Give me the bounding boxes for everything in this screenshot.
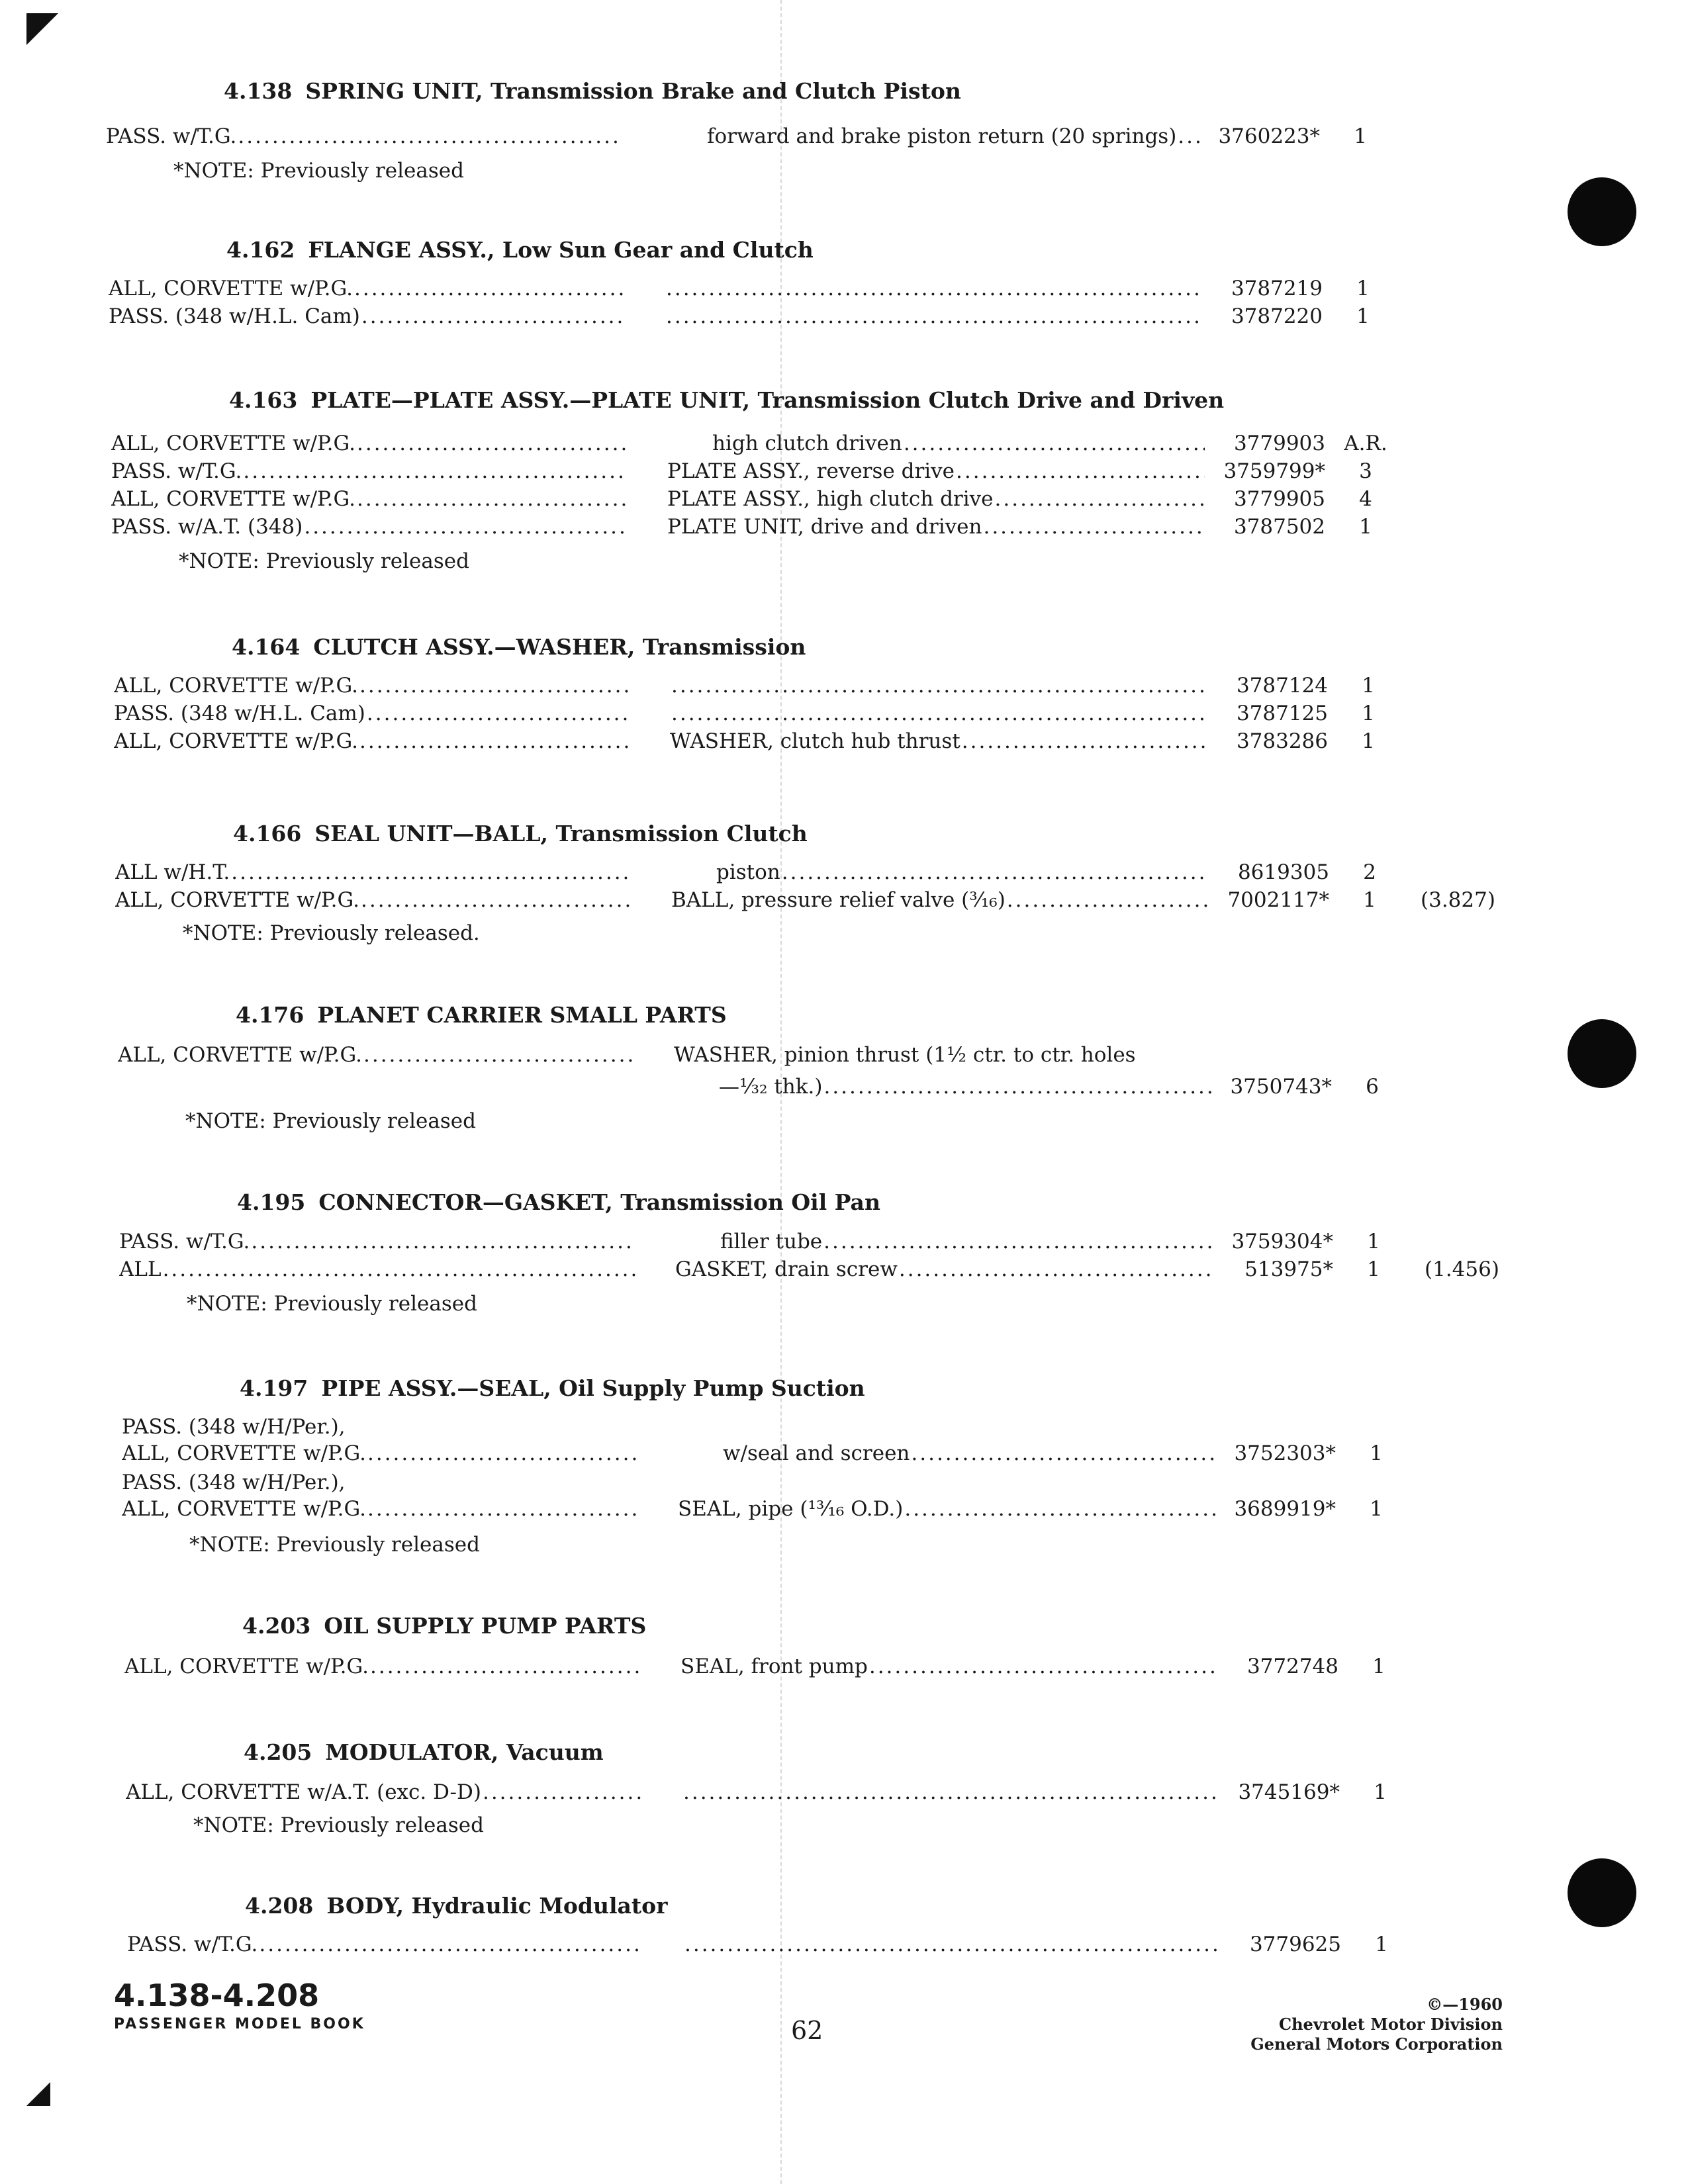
part-description: forward and brake piston return (20 springs) ..... [707, 124, 1199, 148]
part-number: 3760223* [1218, 124, 1320, 148]
section-number: 4.205 [244, 1739, 312, 1765]
parts-row [0, 304, 1688, 331]
applicability: ALL, CORVETTE w/P.G. ..... [114, 729, 630, 753]
parts-row [0, 1415, 1688, 1441]
section-number: 4.195 [237, 1189, 306, 1215]
applicability: ALL w/H.T. ..... [115, 860, 632, 884]
parts-row [0, 432, 1688, 458]
section-heading: PLANET CARRIER SMALL PARTS [317, 1002, 727, 1028]
section-number: 4.208 [245, 1893, 314, 1919]
section-title [244, 1739, 604, 1765]
part-number: 3783286 [1236, 729, 1328, 753]
quantity: 1 [1370, 1441, 1383, 1465]
quantity: 1 [1354, 124, 1367, 148]
part-number: 3752303* [1234, 1441, 1336, 1465]
applicability: PASS. w/T.G. ..... [106, 124, 622, 148]
part-description: w/seal and screen ..... [723, 1441, 1215, 1465]
part-number: 3772748 [1246, 1655, 1338, 1678]
parts-row [0, 1230, 1688, 1256]
section-note: *NOTE: Previously released [193, 1813, 484, 1837]
part-number: 3787124 [1236, 674, 1328, 698]
section-number: 4.138 [224, 78, 293, 104]
section-heading: FLANGE ASSY., Low Sun Gear and Clutch [308, 237, 814, 263]
parts-row [0, 124, 1688, 151]
parts-row [0, 277, 1688, 303]
quantity: 1 [1370, 1497, 1383, 1521]
part-description [665, 304, 1202, 328]
publisher-block [1119, 1995, 1503, 2054]
corner-mark-top [26, 13, 58, 45]
quantity: A.R. [1344, 432, 1387, 455]
part-description [670, 702, 1207, 725]
section-heading: PLATE—PLATE ASSY.—PLATE UNIT, Transmission Clutch Drive and Driven [310, 387, 1225, 413]
part-number: 7002117* [1227, 888, 1329, 912]
quantity: 1 [1362, 674, 1375, 698]
part-description: PLATE ASSY., reverse drive ..... [667, 459, 1205, 483]
section-heading: SEAL UNIT—BALL, Transmission Clutch [314, 821, 808, 846]
section-number: 4.162 [226, 237, 295, 263]
part-number: 3787125 [1236, 702, 1328, 725]
applicability: ALL, CORVETTE w/P.G. ..... [115, 888, 632, 912]
part-number: 8619305 [1237, 860, 1329, 884]
part-number: 3689919* [1234, 1497, 1336, 1521]
section-title [237, 1189, 880, 1215]
section-title [233, 821, 808, 846]
price-note: (3.827) [1421, 888, 1495, 912]
book-name: PASSENGER MODEL BOOK [114, 2016, 365, 2032]
section-title [224, 78, 961, 104]
applicability: ALL, CORVETTE w/P.G. ..... [124, 1655, 641, 1678]
section-heading: OIL SUPPLY PUMP PARTS [324, 1613, 647, 1639]
parts-row [0, 1441, 1688, 1468]
section-note: *NOTE: Previously released [189, 1533, 480, 1557]
quantity: 1 [1375, 1933, 1388, 1956]
part-description [665, 277, 1202, 300]
part-description: PLATE UNIT, drive and driven ..... [667, 515, 1205, 539]
parts-row [0, 674, 1688, 700]
part-number: 3779625 [1249, 1933, 1341, 1956]
applicability: ALL, CORVETTE w/P.G. ..... [109, 277, 625, 300]
applicability: PASS. w/A.T. (348) ..... [111, 515, 628, 539]
part-description: PLATE ASSY., high clutch drive ..... [667, 487, 1205, 511]
applicability: ALL, CORVETTE w/P.G. ..... [122, 1497, 638, 1521]
parts-row [0, 1257, 1688, 1284]
part-description: GASKET, drain screw ..... [675, 1257, 1213, 1281]
part-description: filler tube ..... [720, 1230, 1213, 1253]
section-title [226, 237, 814, 263]
parts-row [0, 888, 1688, 915]
part-description: SEAL, pipe (¹³⁄₁₆ O.D.) ..... [678, 1497, 1215, 1521]
price-note: (1.456) [1425, 1257, 1499, 1281]
punch-hole-bottom [1568, 1858, 1636, 1927]
section-number: 4.166 [233, 821, 302, 846]
section-heading: PIPE ASSY.—SEAL, Oil Supply Pump Suction [321, 1375, 865, 1401]
section-heading: CLUTCH ASSY.—WASHER, Transmission [313, 634, 806, 660]
section-title [245, 1893, 668, 1919]
quantity: 3 [1359, 459, 1372, 483]
corporation-name: General Motors Corporation [1250, 2034, 1503, 2054]
part-number: 3779905 [1233, 487, 1325, 511]
quantity: 1 [1367, 1257, 1380, 1281]
applicability: PASS. (348 w/H.L. Cam) ..... [109, 304, 625, 328]
section-note: *NOTE: Previously released [187, 1292, 477, 1316]
applicability: PASS. (348 w/H/Per.), [122, 1471, 346, 1494]
section-title [229, 387, 1224, 413]
page-number: 62 [791, 2016, 823, 2045]
parts-row [0, 702, 1688, 728]
punch-hole-top [1568, 177, 1636, 246]
part-number: 3787220 [1231, 304, 1323, 328]
parts-row [0, 1655, 1688, 1681]
parts-row [0, 1780, 1688, 1807]
parts-row [0, 1471, 1688, 1497]
section-note: *NOTE: Previously released [185, 1109, 476, 1133]
section-number: 4.197 [240, 1375, 308, 1401]
part-description: piston ..... [716, 860, 1209, 884]
quantity: 4 [1359, 487, 1372, 511]
section-title [242, 1613, 646, 1639]
quantity: 2 [1363, 860, 1376, 884]
part-description [682, 1780, 1219, 1804]
part-number: 513975* [1244, 1257, 1333, 1281]
part-description: high clutch driven ..... [712, 432, 1205, 455]
applicability: ALL, CORVETTE w/P.G. ..... [111, 487, 628, 511]
part-number: 3787502 [1233, 515, 1325, 539]
quantity: 1 [1374, 1780, 1387, 1804]
section-title [232, 634, 806, 660]
quantity: 1 [1372, 1655, 1385, 1678]
applicability: ALL, CORVETTE w/A.T. (exc. D-D) ..... [126, 1780, 642, 1804]
parts-row [0, 459, 1688, 486]
parts-row [0, 729, 1688, 756]
part-description [683, 1933, 1221, 1956]
part-number: 3779903 [1233, 432, 1325, 455]
section-note: *NOTE: Previously released [179, 549, 469, 573]
section-heading: MODULATOR, Vacuum [325, 1739, 604, 1765]
quantity: 1 [1356, 277, 1370, 300]
parts-row [0, 860, 1688, 887]
quantity: 1 [1356, 304, 1370, 328]
copyright: ©—1960 [1427, 1995, 1503, 2014]
applicability: PASS. w/T.G. ..... [111, 459, 628, 483]
applicability: ALL, CORVETTE w/P.G. ..... [118, 1043, 634, 1067]
part-description: —¹⁄₃₂ thk.) ..... [719, 1075, 1211, 1099]
applicability: PASS. w/T.G. ..... [119, 1230, 635, 1253]
section-number: 4.176 [236, 1002, 305, 1028]
quantity: 1 [1367, 1230, 1380, 1253]
page-range: 4.138-4.208 [114, 1978, 320, 2013]
applicability: PASS. (348 w/H.L. Cam) ..... [114, 702, 630, 725]
quantity: 6 [1366, 1075, 1379, 1099]
section-note: *NOTE: Previously released [173, 159, 464, 183]
part-number: 3759799* [1223, 459, 1325, 483]
part-number: 3750743* [1230, 1075, 1332, 1099]
applicability: ALL, CORVETTE w/P.G. ..... [111, 432, 628, 455]
applicability: ALL, CORVETTE w/P.G. ..... [122, 1441, 638, 1465]
section-number: 4.163 [229, 387, 298, 413]
section-heading: BODY, Hydraulic Modulator [326, 1893, 668, 1919]
part-number: 3759304* [1231, 1230, 1333, 1253]
section-heading: CONNECTOR—GASKET, Transmission Oil Pan [318, 1189, 880, 1215]
corner-mark-bottom [26, 2082, 50, 2106]
parts-row [0, 487, 1688, 514]
applicability: PASS. w/T.G. ..... [127, 1933, 643, 1956]
division-name: Chevrolet Motor Division [1279, 2015, 1503, 2034]
applicability: ALL ..... [119, 1257, 635, 1281]
section-heading: SPRING UNIT, Transmission Brake and Clutch Piston [305, 78, 961, 104]
parts-row [0, 1075, 1688, 1101]
parts-row [0, 1497, 1688, 1524]
part-description: WASHER, clutch hub thrust ..... [670, 729, 1207, 753]
quantity: 1 [1363, 888, 1376, 912]
quantity: 1 [1362, 729, 1375, 753]
parts-row [0, 1933, 1688, 1959]
section-title [236, 1002, 727, 1028]
part-description: SEAL, front pump ..... [680, 1655, 1218, 1678]
parts-row [0, 1043, 1688, 1069]
section-number: 4.164 [232, 634, 301, 660]
applicability: ALL, CORVETTE w/P.G. ..... [114, 674, 630, 698]
applicability: PASS. (348 w/H/Per.), [122, 1415, 346, 1439]
part-number: 3745169* [1238, 1780, 1340, 1804]
part-number: 3787219 [1231, 277, 1323, 300]
section-note: *NOTE: Previously released. [183, 921, 480, 945]
part-description: BALL, pressure relief valve (³⁄₁₆) ..... [671, 888, 1209, 912]
section-title [240, 1375, 865, 1401]
section-number: 4.203 [242, 1613, 311, 1639]
part-description: WASHER, pinion thrust (1½ ctr. to ctr. holes [674, 1043, 1136, 1067]
quantity: 1 [1359, 515, 1372, 539]
part-description [670, 674, 1207, 698]
parts-row [0, 515, 1688, 541]
quantity: 1 [1362, 702, 1375, 725]
